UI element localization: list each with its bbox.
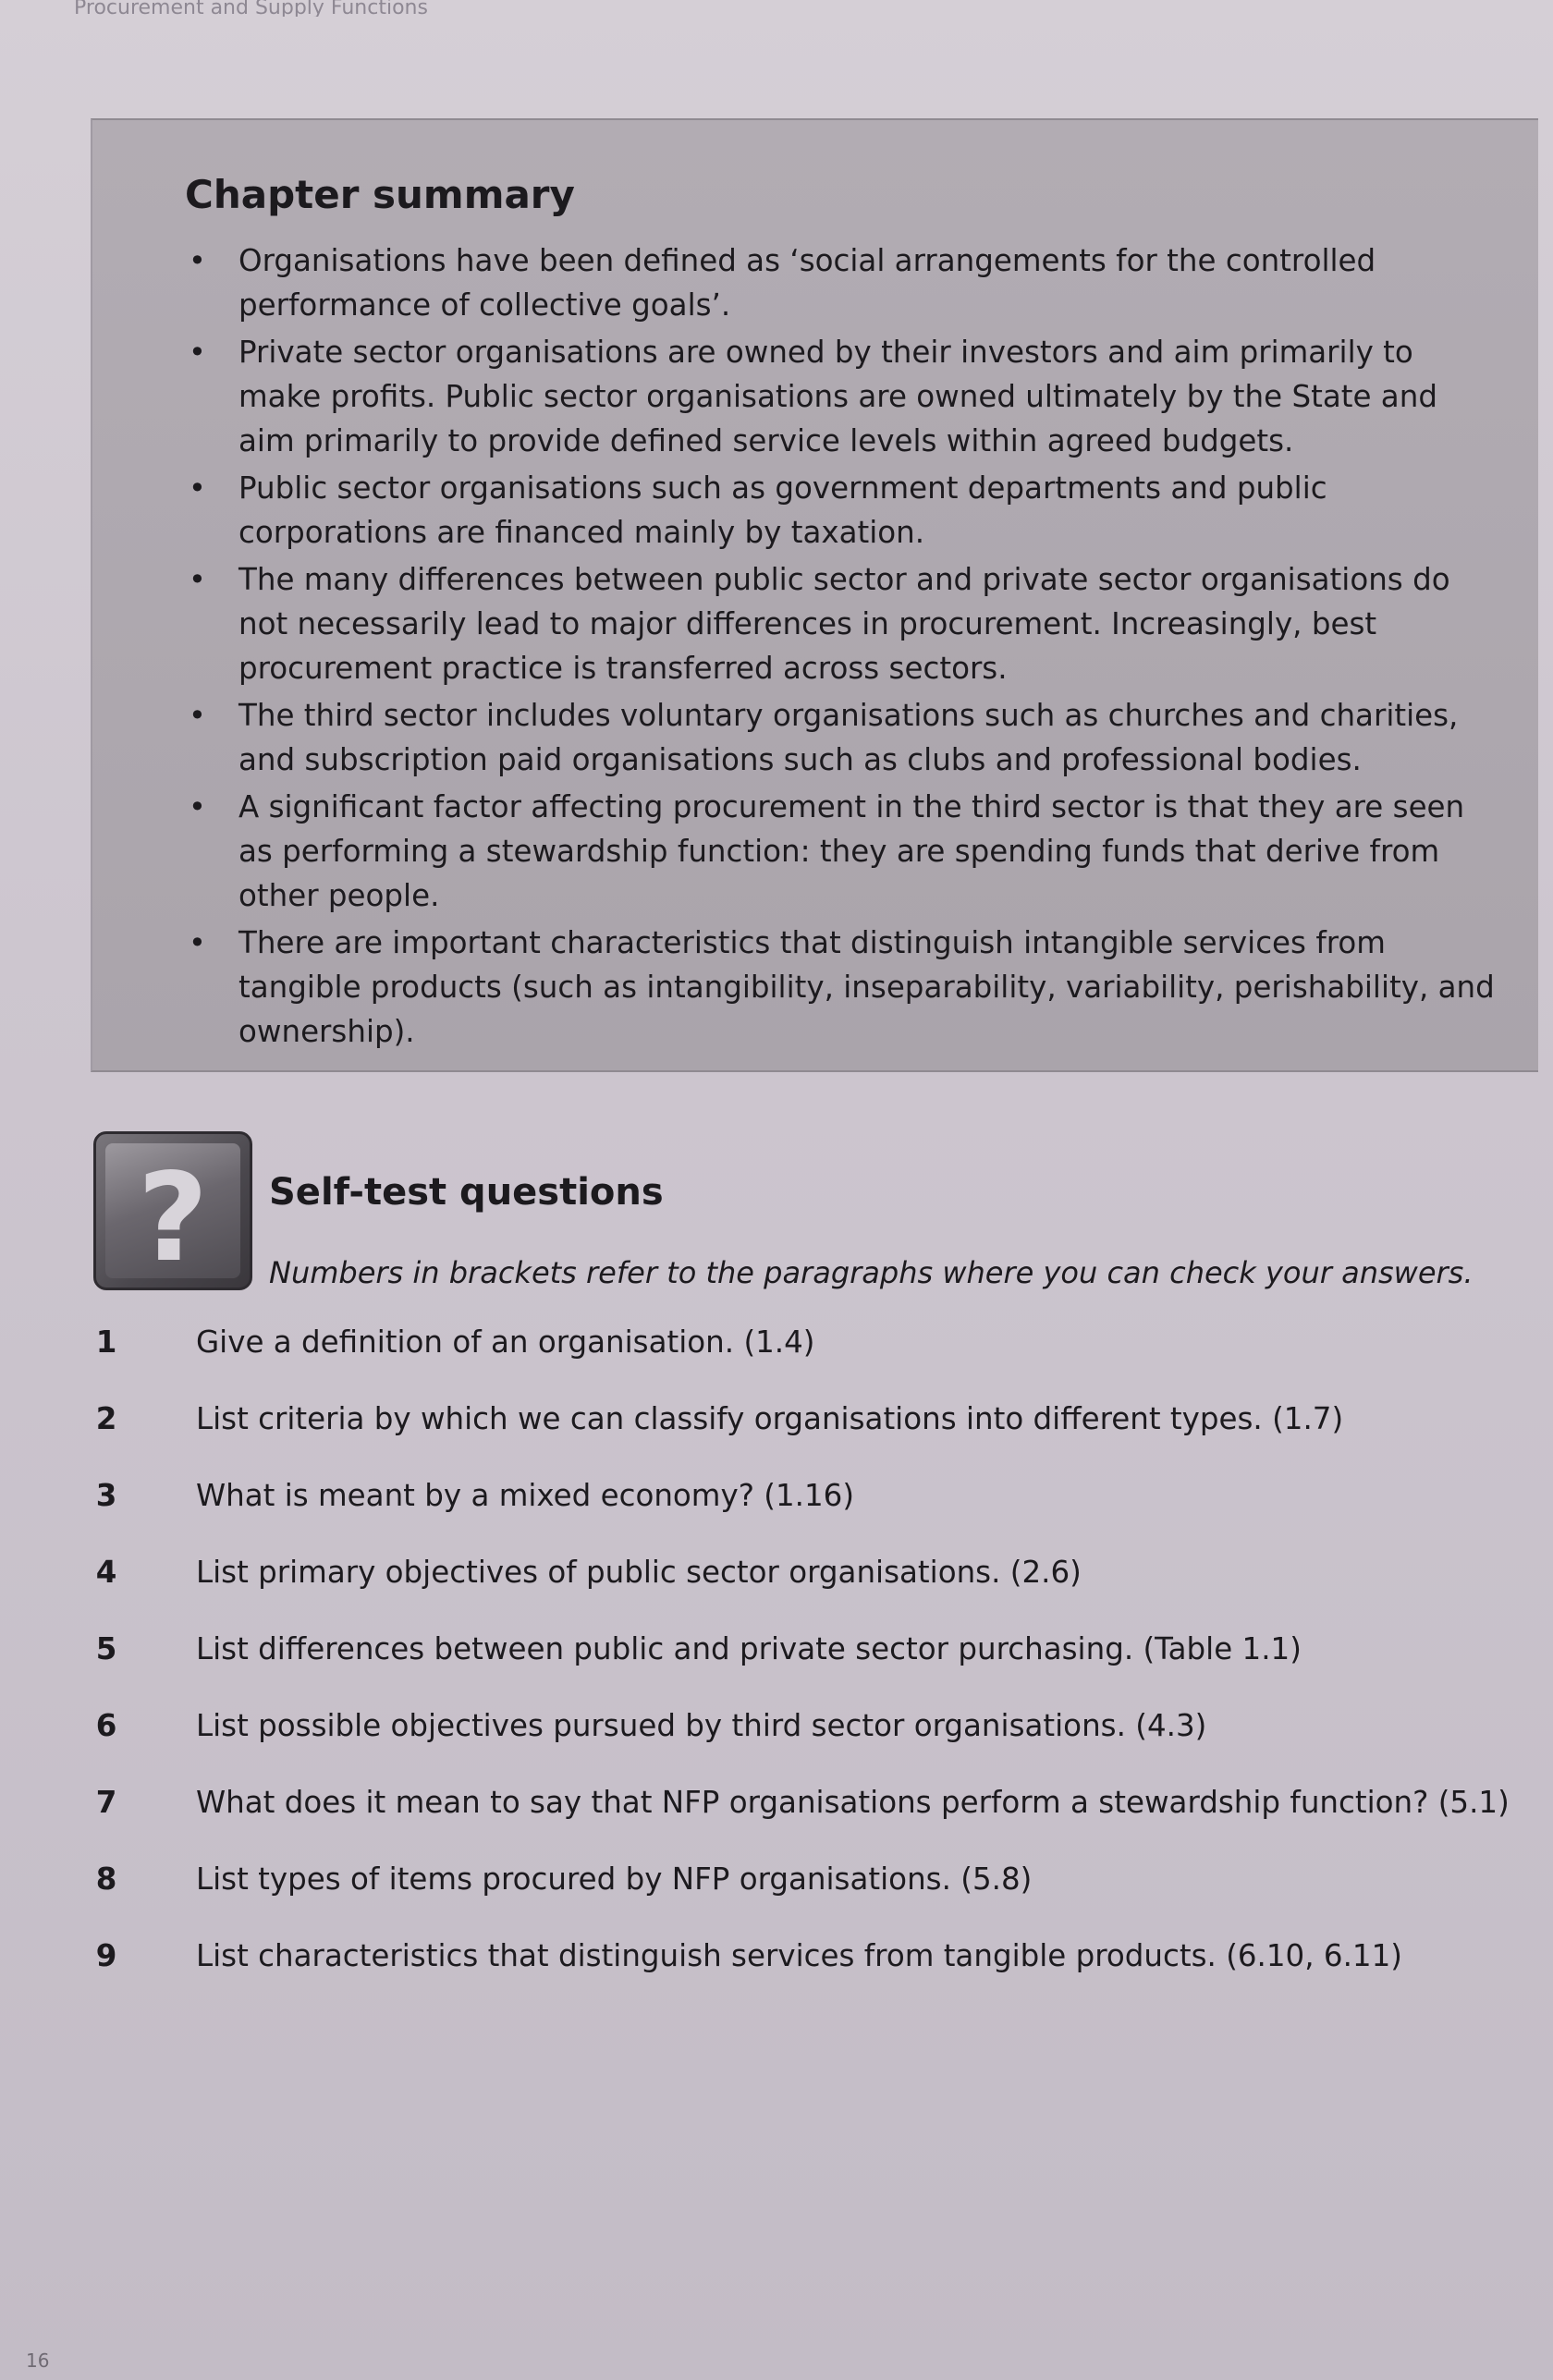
question-text: List differences between public and private sector purchasing. (Table 1.1) — [196, 1631, 1302, 1666]
question-text: List criteria by which we can classify organisations into different types. (1.7) — [196, 1401, 1344, 1436]
question-text: List primary objectives of public sector organisations. (2.6) — [196, 1555, 1082, 1590]
bullet-icon: • — [189, 789, 206, 824]
chapter-summary-list — [185, 238, 1498, 1056]
question-number: 8 — [95, 1861, 117, 1897]
question-number: 4 — [95, 1555, 117, 1590]
summary-item — [185, 557, 1498, 690]
question-text: Give a definition of an organisation. (1.4) — [196, 1324, 815, 1360]
question-number: 3 — [95, 1478, 117, 1513]
bullet-icon: • — [189, 243, 206, 278]
summary-item — [185, 785, 1498, 918]
question-item — [92, 1552, 1479, 1629]
page-number: 16 — [26, 2349, 50, 2372]
question-item — [92, 1398, 1479, 1475]
bullet-icon: • — [189, 925, 206, 960]
question-item — [92, 1705, 1479, 1782]
self-test-note: Numbers in brackets refer to the paragraphs where you can check your answers. — [269, 1255, 1474, 1290]
summary-item — [185, 330, 1498, 463]
bullet-icon: • — [189, 335, 206, 370]
question-item — [92, 1322, 1479, 1398]
question-text: List possible objectives pursued by third sector organisations. (4.3) — [196, 1708, 1207, 1743]
summary-item-text: The third sector includes voluntary organisations such as churches and charities, and subscription paid organisations such as clubs and professional bodies. — [238, 698, 1459, 777]
summary-item-text: There are important characteristics that distinguish intangible services from tangible products (such as intangibility, inseparability, variability, perishability, and ownership). — [238, 925, 1495, 1049]
question-number: 7 — [95, 1785, 117, 1820]
question-number: 1 — [95, 1324, 117, 1360]
summary-item-text: The many differences between public sector and private sector organisations do not necessarily lead to major differences in procurement. Increasingly, best procurement practice is transferred across sectors. — [238, 562, 1450, 686]
question-mark-glyph: ? — [137, 1147, 209, 1289]
question-item — [92, 1629, 1479, 1705]
summary-item — [185, 466, 1498, 555]
question-mark-icon-face — [105, 1143, 240, 1289]
running-header: Procurement and Supply Functions — [74, 0, 428, 17]
summary-item — [185, 921, 1498, 1054]
question-item — [92, 1859, 1479, 1935]
question-text: List characteristics that distinguish services from tangible products. (6.10, 6.11) — [196, 1938, 1402, 1973]
question-text: List types of items procured by NFP organisations. (5.8) — [196, 1861, 1033, 1897]
summary-item-text: Public sector organisations such as government departments and public corporations are financed mainly by taxation. — [238, 470, 1327, 550]
question-text: What is meant by a mixed economy? (1.16) — [196, 1478, 855, 1513]
question-number: 2 — [95, 1401, 117, 1436]
self-test-question-list — [92, 1322, 1510, 2012]
question-number: 6 — [95, 1708, 117, 1743]
summary-item-text: Organisations have been defined as ‘social arrangements for the controlled performance of collective goals’. — [238, 243, 1376, 323]
question-item — [92, 1935, 1479, 2012]
bullet-icon: • — [189, 698, 206, 733]
summary-item — [185, 238, 1498, 327]
chapter-summary-title: Chapter summary — [185, 172, 575, 217]
summary-item-text: Private sector organisations are owned by their investors and aim primarily to make profits. Public sector organisations are owned ultimately by the State and aim primarily to provide defined service levels within agreed budgets. — [238, 335, 1437, 458]
question-item — [92, 1475, 1479, 1552]
self-test-title: Self-test questions — [269, 1171, 664, 1214]
bullet-icon: • — [189, 562, 206, 597]
summary-item — [185, 693, 1498, 782]
summary-item-text: A significant factor affecting procurement in the third sector is that they are seen as performing a stewardship function: they are spending funds that derive from other people. — [238, 789, 1465, 913]
question-number: 5 — [95, 1631, 117, 1666]
bullet-icon: • — [189, 470, 206, 506]
question-number: 9 — [95, 1938, 117, 1973]
question-mark-icon — [93, 1131, 252, 1290]
question-item — [92, 1782, 1510, 1859]
question-text: What does it mean to say that NFP organisations perform a stewardship function? (5.1) — [196, 1785, 1510, 1820]
